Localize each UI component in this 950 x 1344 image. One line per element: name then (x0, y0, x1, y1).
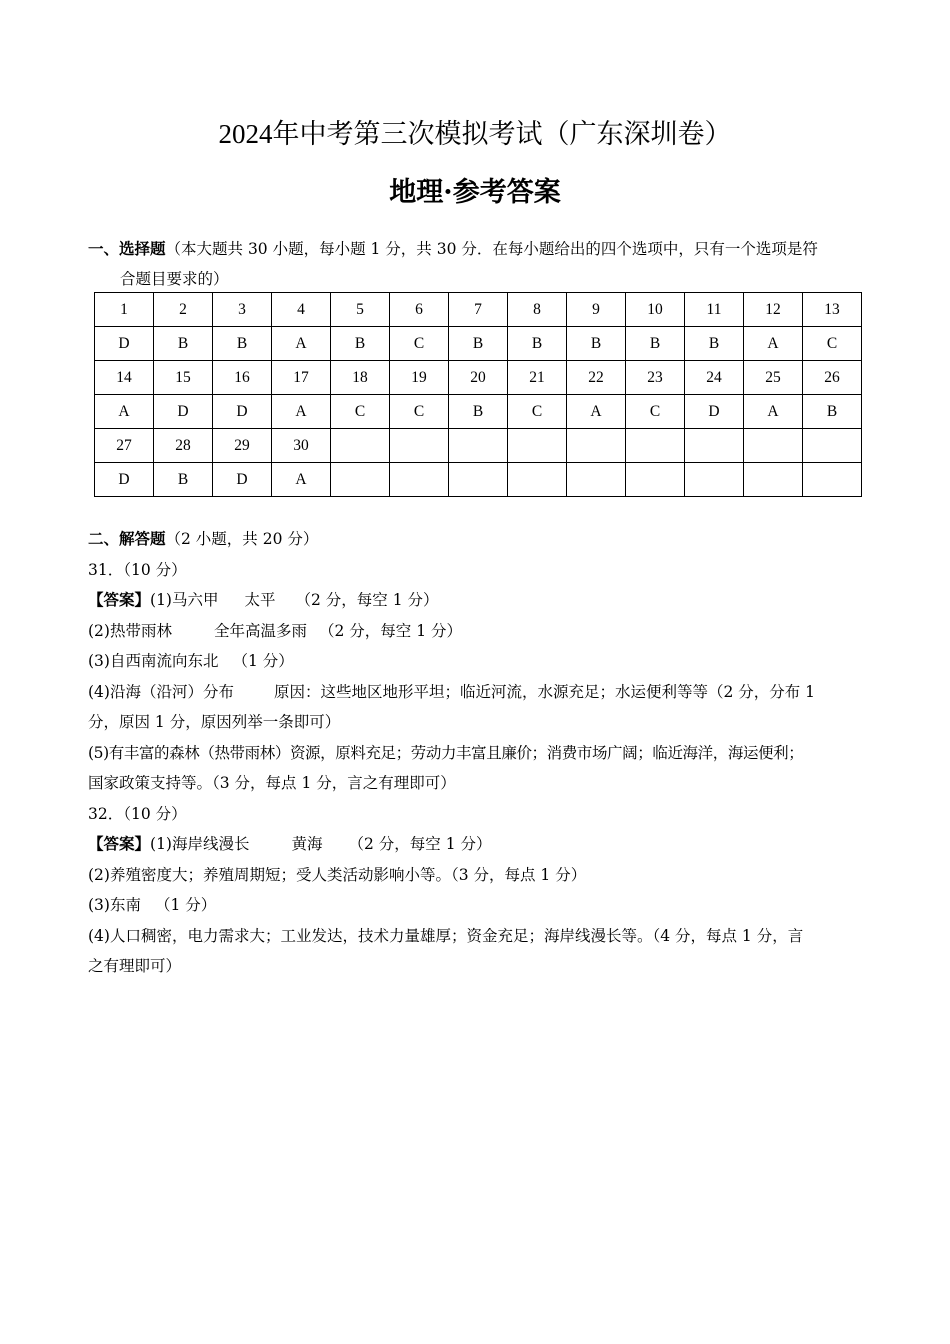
answer-cell: B (508, 327, 567, 361)
answer-cell: A (272, 327, 331, 361)
q32-answer-2: (2)养殖密度大；养殖周期短；受人类活动影响小等。（3 分，每点 1 分） (88, 865, 587, 884)
answer-cell: B (154, 463, 213, 497)
answer-cell: B (331, 327, 390, 361)
answer-table-number-row (95, 429, 862, 463)
question-number-cell: 22 (567, 361, 626, 395)
answer-cell: D (95, 463, 154, 497)
question-number-cell: 27 (95, 429, 154, 463)
section1-description-cont: 合题目要求的） (120, 270, 229, 288)
answer-cell (508, 463, 567, 497)
question-number-cell: 13 (803, 293, 862, 327)
section2-title: 二、解答题 (88, 529, 166, 548)
page-subtitle: 地理·参考答案 (389, 177, 561, 208)
question-number-cell: 7 (449, 293, 508, 327)
answer-cell: C (626, 395, 685, 429)
question-number-cell: 3 (213, 293, 272, 327)
answer-cell: B (626, 327, 685, 361)
answer-cell: D (685, 395, 744, 429)
question-number-cell: 8 (508, 293, 567, 327)
answer-table-answer-row (95, 463, 862, 497)
question-number-cell: 2 (154, 293, 213, 327)
answer-cell: A (95, 395, 154, 429)
answer-cell: C (390, 327, 449, 361)
question-number-cell (626, 429, 685, 463)
question-number-cell: 1 (95, 293, 154, 327)
question-number-cell (508, 429, 567, 463)
answer-cell: C (331, 395, 390, 429)
answer-cell: B (685, 327, 744, 361)
answer-cell: D (95, 327, 154, 361)
q32-answer-1: 【答案】(1)海岸线漫长 黄海 （2 分，每空 1 分） (88, 834, 492, 853)
answer-cell (685, 463, 744, 497)
question-number-cell: 26 (803, 361, 862, 395)
q32-answer-4: (4)人口稠密，电力需求大；工业发达，技术力量雄厚；资金充足；海岸线漫长等。（4 分，每点 1 分，言 (88, 926, 804, 945)
question-number-cell: 14 (95, 361, 154, 395)
answer-table (94, 292, 862, 497)
q31-answer-2: (2)热带雨林 全年高温多雨 （2 分，每空 1 分） (88, 621, 462, 640)
question-number-cell (449, 429, 508, 463)
question-number-cell: 12 (744, 293, 803, 327)
question-number-cell (567, 429, 626, 463)
section2 (88, 524, 868, 982)
question-number-cell: 19 (390, 361, 449, 395)
q31-answer-5-cont: 国家政策支持等。（3 分，每点 1 分，言之有理即可） (88, 774, 456, 792)
question-number-cell: 30 (272, 429, 331, 463)
question-number-cell: 15 (154, 361, 213, 395)
page-title: 2024年中考第三次模拟考试（广东深圳卷） (218, 119, 732, 149)
answer-cell: C (803, 327, 862, 361)
answer-table-number-row (95, 293, 862, 327)
answer-cell (803, 463, 862, 497)
question-number-cell: 10 (626, 293, 685, 327)
answer-cell: B (213, 327, 272, 361)
answer-cell: A (272, 395, 331, 429)
answer-cell (744, 463, 803, 497)
answer-cell (390, 463, 449, 497)
question-number-cell: 9 (567, 293, 626, 327)
q32-label: 32．（10 分） (88, 804, 187, 823)
question-number-cell: 18 (331, 361, 390, 395)
q31-label: 31．（10 分） (88, 560, 187, 579)
question-number-cell (331, 429, 390, 463)
section1-description: （本大题共 30 小题，每小题 1 分，共 30 分．在每小题给出的四个选项中，只有一个选项是符 (165, 240, 818, 258)
answer-cell: B (449, 327, 508, 361)
q31-answer-4: (4)沿海（沿河）分布 原因：这些地区地形平坦；临近河流，水源充足；水运便利等等（2 分，分布 1 (88, 682, 816, 701)
answer-cell (567, 463, 626, 497)
answer-cell: C (390, 395, 449, 429)
answer-cell: B (567, 327, 626, 361)
q31-answer-1: 【答案】(1)马六甲 太平 （2 分，每空 1 分） (88, 590, 439, 609)
question-number-cell: 4 (272, 293, 331, 327)
q31-answer-4-cont: 分，原因 1 分，原因列举一条即可） (88, 713, 341, 731)
answer-cell: D (213, 395, 272, 429)
question-number-cell (390, 429, 449, 463)
section1-title: 一、选择题 (88, 239, 166, 258)
answer-cell: B (154, 327, 213, 361)
answer-table-answer-row (95, 327, 862, 361)
question-number-cell (685, 429, 744, 463)
question-number-cell (744, 429, 803, 463)
question-number-cell: 21 (508, 361, 567, 395)
answer-cell (331, 463, 390, 497)
question-number-cell: 11 (685, 293, 744, 327)
question-number-cell: 16 (213, 361, 272, 395)
question-number-cell: 28 (154, 429, 213, 463)
question-number-cell: 23 (626, 361, 685, 395)
question-number-cell: 20 (449, 361, 508, 395)
question-number-cell (803, 429, 862, 463)
answer-cell: C (508, 395, 567, 429)
answer-cell: A (567, 395, 626, 429)
answer-cell: A (744, 327, 803, 361)
answer-cell: D (154, 395, 213, 429)
answer-cell: B (803, 395, 862, 429)
answer-cell (626, 463, 685, 497)
question-number-cell: 6 (390, 293, 449, 327)
question-number-cell: 5 (331, 293, 390, 327)
q32-answer-3: (3)东南 （1 分） (88, 896, 217, 914)
answer-cell: A (272, 463, 331, 497)
answer-table-number-row (95, 361, 862, 395)
question-number-cell: 24 (685, 361, 744, 395)
section2-description: （2 小题，共 20 分） (165, 530, 319, 548)
q31-answer-5: (5)有丰富的森林（热带雨林）资源，原料充足；劳动力丰富且廉价；消费市场广阔；临近海洋，海运便利； (88, 743, 804, 762)
answer-cell: D (213, 463, 272, 497)
section1-heading (88, 234, 878, 294)
answer-table-answer-row (95, 395, 862, 429)
answer-cell: A (744, 395, 803, 429)
q32-answer-4-cont: 之有理即可） (88, 957, 182, 975)
question-number-cell: 17 (272, 361, 331, 395)
question-number-cell: 29 (213, 429, 272, 463)
q31-answer-3: (3)自西南流向东北 （1 分） (88, 652, 294, 670)
answer-cell: B (449, 395, 508, 429)
answer-cell (449, 463, 508, 497)
question-number-cell: 25 (744, 361, 803, 395)
